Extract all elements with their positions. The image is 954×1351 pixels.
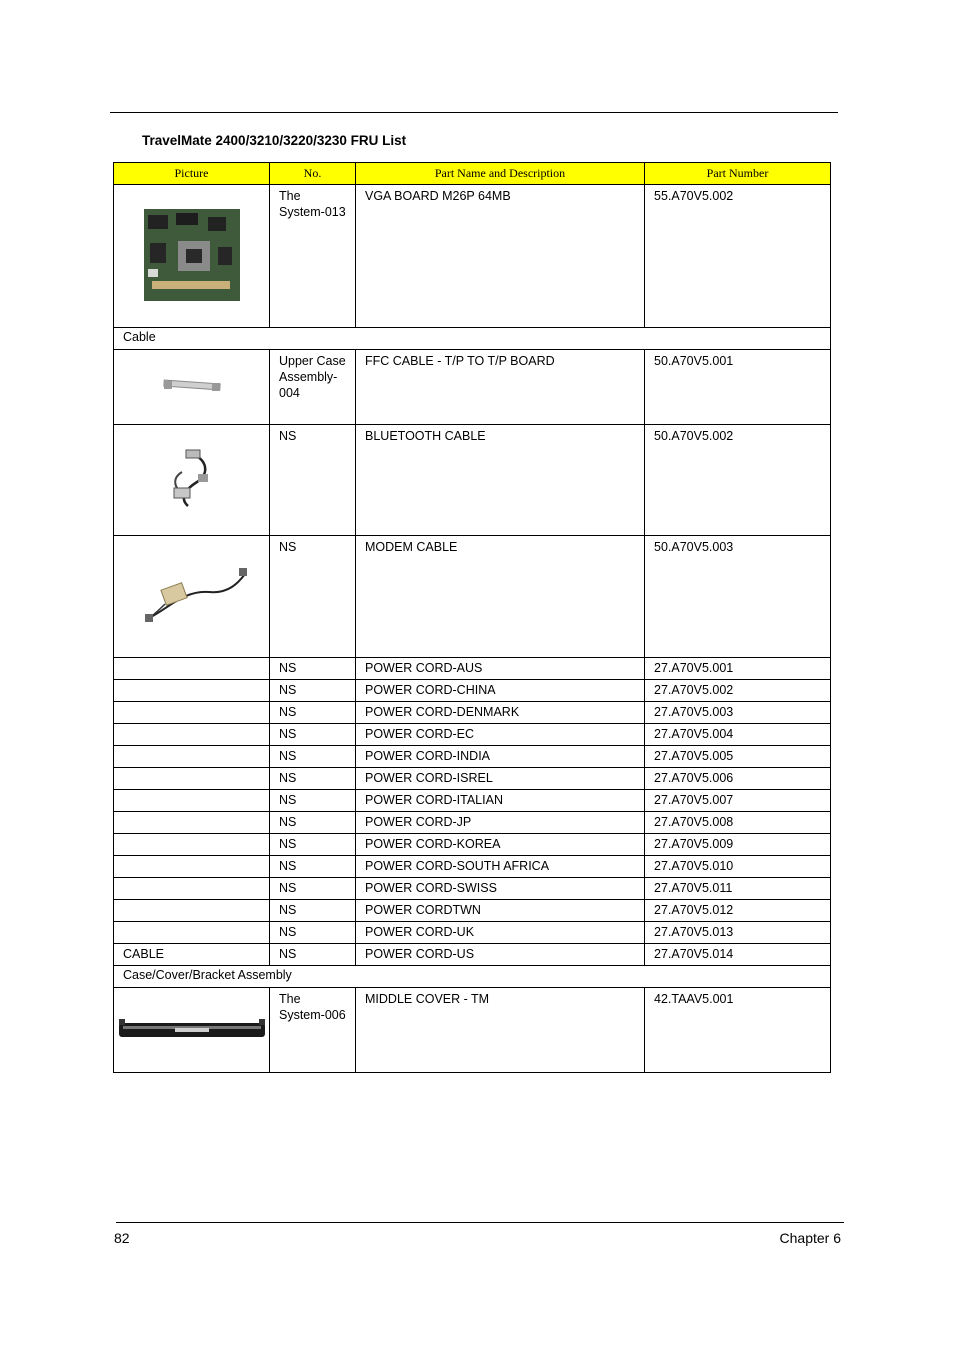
header-description: Part Name and Description (356, 163, 645, 185)
item-picture-label (114, 812, 270, 834)
table-row (114, 350, 831, 425)
item-part-number: 27.A70V5.013 (645, 922, 831, 944)
item-description: VGA BOARD M26P 64MB (356, 185, 645, 328)
item-part-number: 27.A70V5.009 (645, 834, 831, 856)
table-row (114, 658, 831, 680)
item-description: POWER CORD-INDIA (356, 746, 645, 768)
ffc-cable-image (162, 376, 222, 396)
item-part-number: 27.A70V5.008 (645, 812, 831, 834)
item-part-number: 27.A70V5.006 (645, 768, 831, 790)
table-row (114, 425, 831, 536)
vga-board-photo (114, 185, 270, 328)
item-no: The System-006 (270, 988, 356, 1073)
table-row (114, 746, 831, 768)
item-description: POWER CORD-ISREL (356, 768, 645, 790)
item-description: MODEM CABLE (356, 536, 645, 658)
item-description: FFC CABLE - T/P TO T/P BOARD (356, 350, 645, 425)
item-no: NS (270, 536, 356, 658)
item-description: POWER CORDTWN (356, 900, 645, 922)
item-no: NS (270, 702, 356, 724)
power-cord-rows (114, 658, 831, 966)
table-row (114, 702, 831, 724)
item-description: POWER CORD-EC (356, 724, 645, 746)
vga-board-image (142, 207, 242, 303)
page-title: TravelMate 2400/3210/3220/3230 FRU List (142, 133, 407, 148)
fru-table (113, 162, 831, 1073)
item-description: POWER CORD-KOREA (356, 834, 645, 856)
item-description: POWER CORD-US (356, 944, 645, 966)
top-rule (110, 112, 838, 113)
table-row (114, 900, 831, 922)
item-description: POWER CORD-ITALIAN (356, 790, 645, 812)
section-label: Case/Cover/Bracket Assembly (114, 966, 831, 988)
table-row (114, 536, 831, 658)
middle-cover-image (117, 1014, 267, 1044)
item-part-number: 27.A70V5.002 (645, 680, 831, 702)
item-part-number: 50.A70V5.002 (645, 425, 831, 536)
item-part-number: 27.A70V5.001 (645, 658, 831, 680)
header-part-number: Part Number (645, 163, 831, 185)
item-part-number: 27.A70V5.005 (645, 746, 831, 768)
item-no: NS (270, 680, 356, 702)
item-description: POWER CORD-CHINA (356, 680, 645, 702)
item-no: NS (270, 768, 356, 790)
item-picture-label (114, 680, 270, 702)
table-row (114, 944, 831, 966)
item-no: Upper Case Assembly-004 (270, 350, 356, 425)
item-picture-label (114, 856, 270, 878)
item-description: BLUETOOTH CABLE (356, 425, 645, 536)
item-no: NS (270, 746, 356, 768)
item-picture-label (114, 746, 270, 768)
item-part-number: 27.A70V5.012 (645, 900, 831, 922)
table-row (114, 812, 831, 834)
table-header-row (114, 163, 831, 185)
item-part-number: 50.A70V5.003 (645, 536, 831, 658)
item-picture-label (114, 900, 270, 922)
middle-cover-photo (114, 988, 270, 1073)
item-no: NS (270, 944, 356, 966)
item-description: POWER CORD-UK (356, 922, 645, 944)
item-no: NS (270, 878, 356, 900)
item-part-number: 27.A70V5.004 (645, 724, 831, 746)
item-part-number: 27.A70V5.014 (645, 944, 831, 966)
item-no: NS (270, 812, 356, 834)
item-description: MIDDLE COVER - TM (356, 988, 645, 1073)
item-part-number: 50.A70V5.001 (645, 350, 831, 425)
modem-cable-photo (114, 536, 270, 658)
item-picture-label (114, 724, 270, 746)
table-row (114, 922, 831, 944)
table-row (114, 988, 831, 1073)
item-picture-label (114, 922, 270, 944)
table-row (114, 878, 831, 900)
item-picture-label (114, 878, 270, 900)
item-no: NS (270, 724, 356, 746)
item-picture-label (114, 834, 270, 856)
item-part-number: 27.A70V5.007 (645, 790, 831, 812)
page-number: 82 (114, 1230, 130, 1246)
item-picture-label (114, 658, 270, 680)
section-label: Cable (114, 328, 831, 350)
item-part-number: 27.A70V5.003 (645, 702, 831, 724)
table-row (114, 680, 831, 702)
item-no: NS (270, 922, 356, 944)
ffc-cable-photo (114, 350, 270, 425)
bottom-rule (116, 1222, 844, 1223)
item-part-number: 27.A70V5.011 (645, 878, 831, 900)
item-no: NS (270, 834, 356, 856)
item-description: POWER CORD-SWISS (356, 878, 645, 900)
item-description: POWER CORD-DENMARK (356, 702, 645, 724)
item-description: POWER CORD-JP (356, 812, 645, 834)
item-part-number: 55.A70V5.002 (645, 185, 831, 328)
table-row (114, 834, 831, 856)
item-description: POWER CORD-SOUTH AFRICA (356, 856, 645, 878)
bluetooth-cable-image (152, 444, 232, 514)
item-picture-label (114, 790, 270, 812)
item-no: NS (270, 790, 356, 812)
item-picture-label (114, 768, 270, 790)
bluetooth-cable-photo (114, 425, 270, 536)
modem-cable-image (129, 560, 255, 630)
table-row (114, 790, 831, 812)
table-row (114, 768, 831, 790)
header-picture: Picture (114, 163, 270, 185)
item-part-number: 27.A70V5.010 (645, 856, 831, 878)
item-no: NS (270, 856, 356, 878)
table-row (114, 185, 831, 328)
item-no: NS (270, 425, 356, 536)
item-no: NS (270, 658, 356, 680)
header-no: No. (270, 163, 356, 185)
chapter-label: Chapter 6 (779, 1230, 841, 1246)
section-row-cable (114, 328, 831, 350)
item-description: POWER CORD-AUS (356, 658, 645, 680)
table-row (114, 856, 831, 878)
item-no: NS (270, 900, 356, 922)
item-part-number: 42.TAAV5.001 (645, 988, 831, 1073)
section-row-case (114, 966, 831, 988)
item-no: The System-013 (270, 185, 356, 328)
item-picture-label: CABLE (114, 944, 270, 966)
table-row (114, 724, 831, 746)
item-picture-label (114, 702, 270, 724)
